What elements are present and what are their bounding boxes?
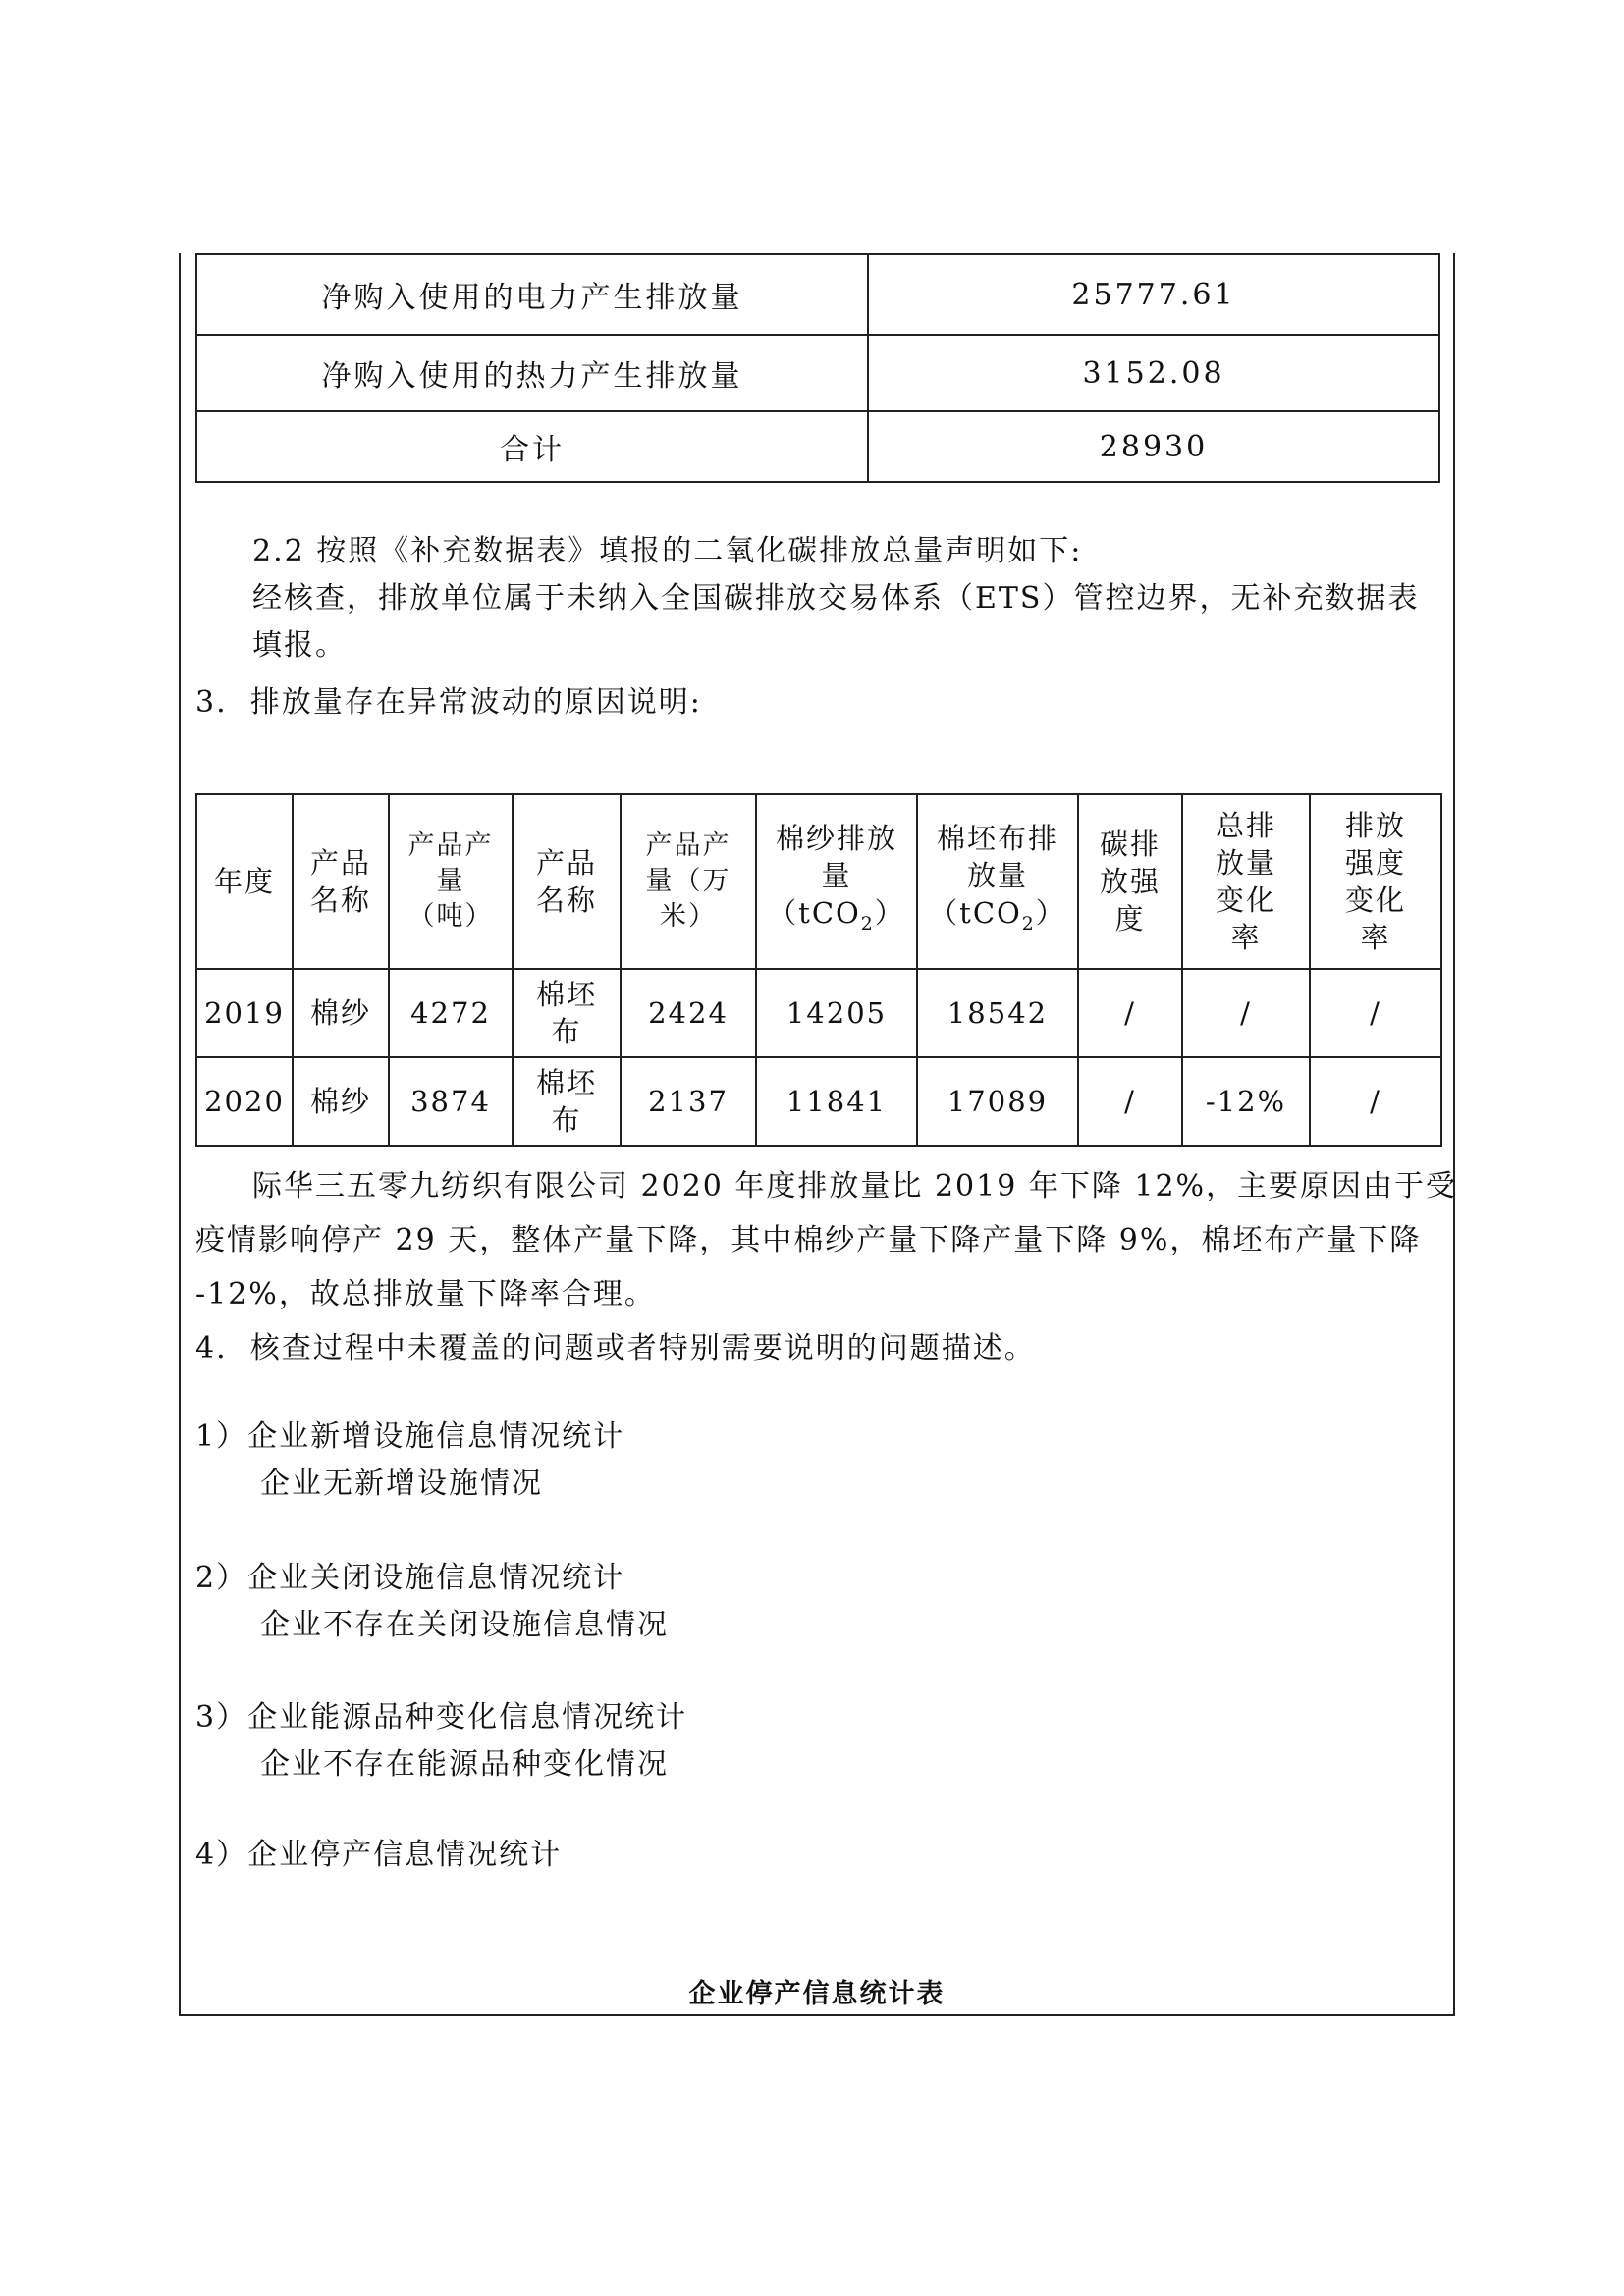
- cell-product1: 棉纱: [293, 969, 389, 1057]
- table-row: [196, 1057, 1441, 1146]
- table-row: [196, 335, 1439, 411]
- cell-product2-output: 2137: [621, 1057, 756, 1146]
- header-yarn-emission: 棉纱排放量（tCO$_2$）: [756, 794, 917, 969]
- explanation-line-2: 疫情影响停产 29 天，整体产量下降，其中棉纱产量下降产量下降 9%，棉坯布产量下降: [195, 1223, 1422, 1257]
- emission-label: 净购入使用的热力产生排放量: [196, 335, 868, 411]
- cell-total-change: -12%: [1182, 1057, 1310, 1146]
- header-product2-output: 产品产量（万米）: [621, 794, 756, 969]
- cell-product1: 棉纱: [293, 1057, 389, 1146]
- emission-total-value: 28930: [868, 411, 1439, 482]
- cell-product2: 棉坯布: [513, 969, 621, 1057]
- emission-value: 3152.08: [868, 335, 1439, 411]
- section-4-heading: 4. 核查过程中未覆盖的问题或者特别需要说明的问题描述。: [195, 1331, 1036, 1365]
- section-2-2-body: 经核查，排放单位属于未纳入全国碳排放交易体系（ETS）管控边界，无补充数据表填报。: [252, 581, 1420, 663]
- section-2-2-heading: 2.2 按照《补充数据表》填报的二氧化碳排放总量声明如下:: [252, 534, 1083, 568]
- cell-cloth-emission: 17089: [917, 1057, 1078, 1146]
- header-intensity: 碳排放强度: [1078, 794, 1182, 969]
- cell-product2: 棉坯布: [513, 1057, 621, 1146]
- production-table: [195, 793, 1442, 1147]
- cell-yarn-emission: 14205: [756, 969, 917, 1057]
- section-4-item-title: 1）企业新增设施信息情况统计: [195, 1419, 625, 1454]
- section-4-item-detail: 企业不存在能源品种变化情况: [260, 1747, 669, 1782]
- cell-year: 2019: [196, 969, 293, 1057]
- emission-label: 净购入使用的电力产生排放量: [196, 254, 868, 335]
- cell-yarn-emission: 11841: [756, 1057, 917, 1146]
- section-4-item-title: 2）企业关闭设施信息情况统计: [195, 1561, 625, 1595]
- cell-product2-output: 2424: [621, 969, 756, 1057]
- explanation-line-1: 际华三五零九纺织有限公司 2020 年度排放量比 2019 年下降 12%，主要原因由于受: [252, 1169, 1458, 1203]
- header-product1-name: 产品名称: [293, 794, 389, 969]
- explanation-line-3: -12%，故总排放量下降率合理。: [195, 1277, 656, 1311]
- table-header-row: [196, 794, 1441, 969]
- section-4-item-detail: 企业无新增设施情况: [260, 1467, 543, 1501]
- table-row: [196, 411, 1439, 482]
- emission-total-label: 合计: [196, 411, 868, 482]
- emission-table: [195, 253, 1440, 483]
- cell-intensity-change: /: [1310, 1057, 1441, 1146]
- section-3-heading: 3. 排放量存在异常波动的原因说明:: [195, 685, 702, 720]
- section-4-item-title: 3）企业能源品种变化信息情况统计: [195, 1700, 688, 1735]
- section-4-item-detail: 企业不存在关闭设施信息情况: [260, 1608, 669, 1642]
- stoppage-table-caption: 企业停产信息统计表: [688, 1979, 946, 2009]
- cell-intensity: /: [1078, 1057, 1182, 1146]
- header-product2-name: 产品名称: [513, 794, 621, 969]
- table-row: [196, 254, 1439, 335]
- cell-intensity: /: [1078, 969, 1182, 1057]
- header-product1-output: 产品产量（吨）: [389, 794, 513, 969]
- header-cloth-emission: 棉坯布排放量（tCO$_2$）: [917, 794, 1078, 969]
- cell-product1-output: 3874: [389, 1057, 513, 1146]
- header-total-change: 总排放量变化率: [1182, 794, 1310, 969]
- section-4-item-title: 4）企业停产信息情况统计: [195, 1838, 563, 1872]
- cell-cloth-emission: 18542: [917, 969, 1078, 1057]
- cell-product1-output: 4272: [389, 969, 513, 1057]
- table-row: [196, 969, 1441, 1057]
- header-year: 年度: [196, 794, 293, 969]
- cell-year: 2020: [196, 1057, 293, 1146]
- header-intensity-change: 排放强度变化率: [1310, 794, 1441, 969]
- cell-intensity-change: /: [1310, 969, 1441, 1057]
- emission-value: 25777.61: [868, 254, 1439, 335]
- cell-total-change: /: [1182, 969, 1310, 1057]
